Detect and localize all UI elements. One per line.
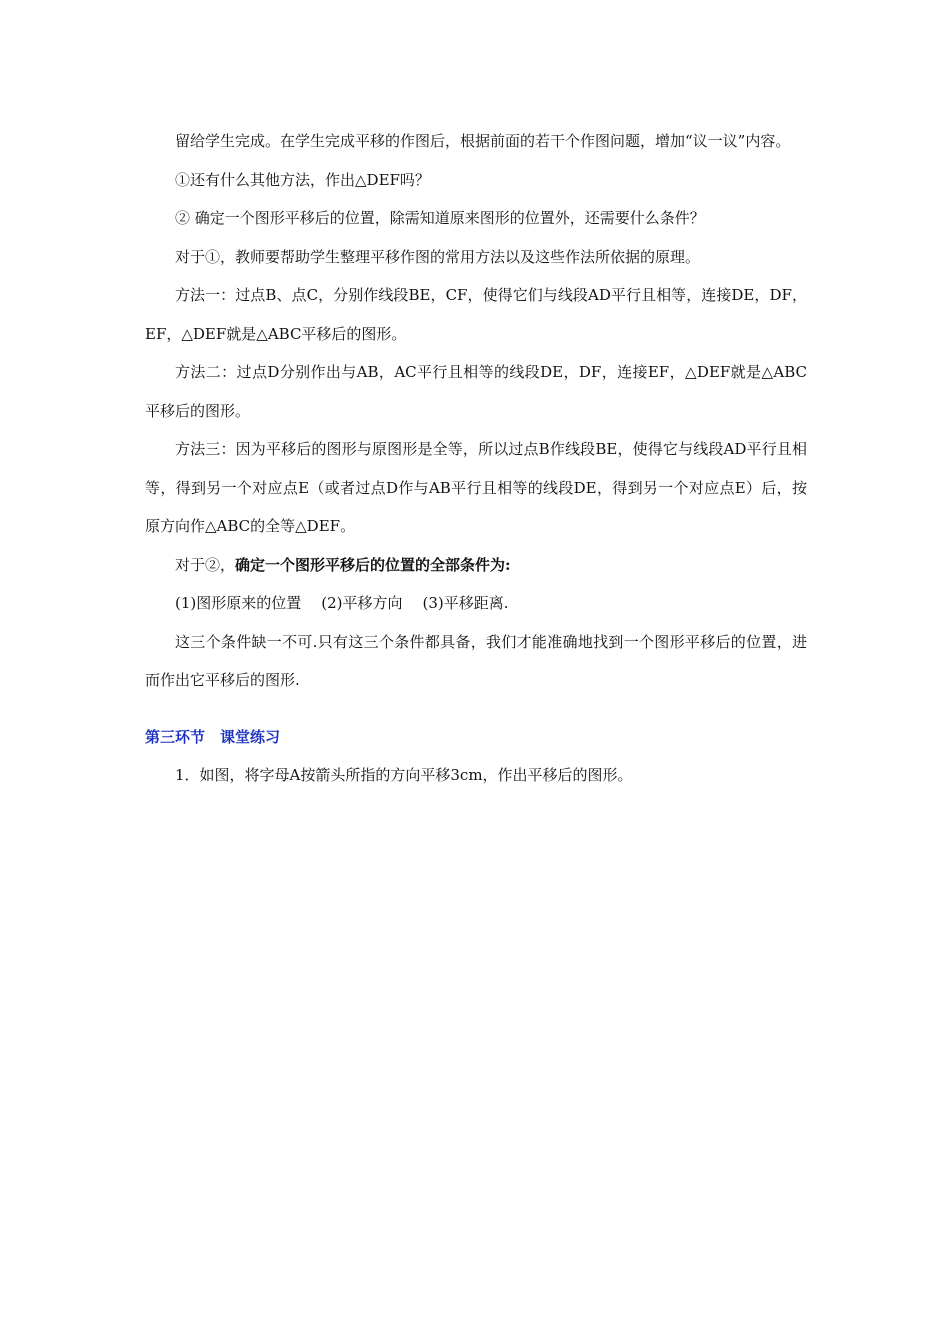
paragraph-for-question-2 bbox=[145, 546, 807, 585]
paragraph-for-question-1: 对于①，教师要帮助学生整理平移作图的常用方法以及这些作法所依据的原理。 bbox=[175, 247, 701, 266]
method-3: 方法三：因为平移后的图形与原图形是全等，所以过点B作线段BE，使得它与线段AD平行且相等，得到另一个对应点E（或者过点D作与AB平行且相等的线段DE，得到另一个对应点E）后，按原方向作△ABC的全等△DEF。 bbox=[145, 440, 807, 535]
question-1: ①还有什么其他方法，作出△DEF吗？ bbox=[175, 170, 430, 189]
conditions-list bbox=[145, 584, 807, 623]
section-title: 第三环节 课堂练习 bbox=[145, 727, 281, 746]
conditions-heading: 确定一个图形平移后的位置的全部条件为: bbox=[235, 555, 511, 574]
paragraph-intro: 留给学生完成。在学生完成平移的作图后，根据前面的若干个作图问题，增加“议一议”内容。 bbox=[175, 132, 791, 150]
question-2: ② 确定一个图形平移后的位置，除需知道原来图形的位置外，还需要什么条件？ bbox=[175, 209, 705, 227]
paragraph-conclusion: 这三个条件缺一不可.只有这三个条件都具备，我们才能准确地找到一个图形平移后的位置，进而作出它平移后的图形. bbox=[145, 632, 807, 689]
condition-1: (1)图形原来的位置 bbox=[175, 594, 302, 612]
exercise-item-1: 1．如图，将字母A按箭头所指的方向平移3cm，作出平移后的图形。 bbox=[175, 766, 633, 784]
condition-2: (2)平移方向 bbox=[321, 594, 403, 612]
paragraph-for-question-2-prefix: 对于②， bbox=[175, 555, 236, 574]
method-2: 方法二：过点D分别作出与AB，AC平行且相等的线段DE，DF，连接EF，△DEF就是△ABC平移后的图形。 bbox=[145, 363, 807, 420]
document-content bbox=[145, 122, 807, 795]
condition-3: (3)平移距离. bbox=[422, 594, 509, 612]
method-1: 方法一：过点B、点C，分别作线段BE，CF，使得它们与线段AD平行且相等，连接DE，DF，EF，△DEF就是△ABC平移后的图形。 bbox=[145, 286, 807, 343]
